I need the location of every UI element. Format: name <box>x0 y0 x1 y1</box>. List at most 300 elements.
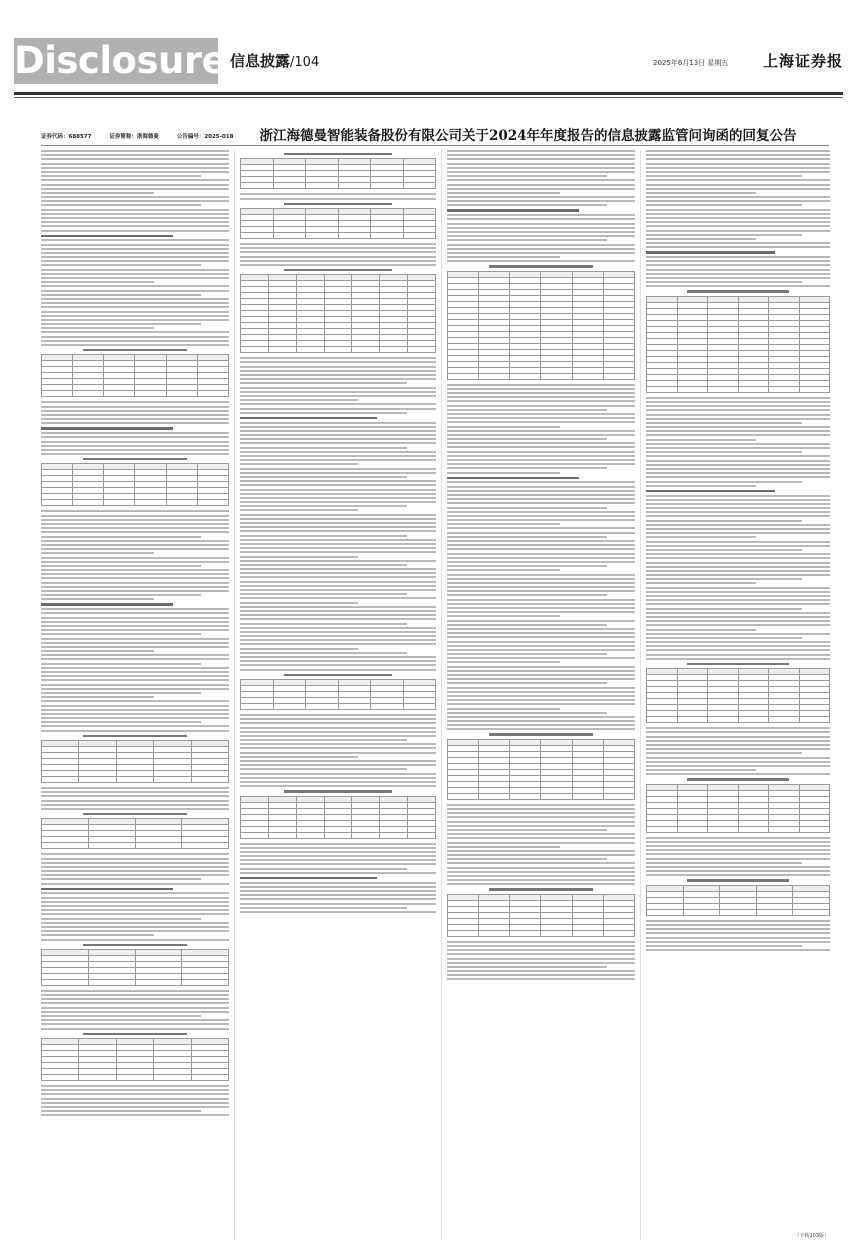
text-line <box>646 566 830 568</box>
table-cell <box>603 373 634 379</box>
text-line <box>240 639 436 641</box>
text-line <box>447 188 635 190</box>
text-line <box>646 649 830 651</box>
text-line <box>447 699 635 701</box>
table-caption <box>284 153 392 155</box>
text-line <box>646 841 830 843</box>
table-cell <box>799 826 830 832</box>
text-line <box>41 638 229 640</box>
text-line <box>646 765 830 767</box>
text-line <box>240 526 436 528</box>
table-cell <box>42 777 79 783</box>
text-line <box>240 378 436 380</box>
text-line <box>240 560 436 562</box>
text-line <box>41 196 229 198</box>
text-line <box>646 221 830 223</box>
text-line <box>646 409 830 411</box>
text-line <box>41 671 229 673</box>
table-cell <box>241 703 274 709</box>
text-line <box>447 438 607 440</box>
text-line <box>646 920 830 922</box>
stock-name: 证券简称：浙海德曼 <box>109 134 159 140</box>
text-line <box>646 928 830 930</box>
text-line <box>240 777 436 779</box>
text-line <box>41 930 229 932</box>
text-line <box>41 209 229 211</box>
column-divider <box>640 150 641 1240</box>
text-line <box>41 1110 201 1112</box>
text-line <box>447 430 635 432</box>
text-line <box>240 412 407 414</box>
text-line <box>646 570 830 572</box>
table-cell <box>306 232 339 238</box>
text-line <box>447 578 635 580</box>
table-cell <box>647 717 678 723</box>
table-cell <box>273 232 306 238</box>
text-line <box>240 391 436 393</box>
text-line <box>41 306 229 308</box>
text-line <box>447 875 635 877</box>
text-line <box>447 252 635 254</box>
text-line <box>447 184 635 186</box>
text-column-3 <box>447 150 635 1240</box>
text-line <box>447 256 560 258</box>
text-line <box>41 248 229 250</box>
text-line <box>41 878 201 880</box>
table-cell <box>135 500 166 506</box>
table-cell <box>572 930 603 936</box>
text-line <box>41 862 229 864</box>
text-line <box>646 587 830 589</box>
text-line <box>646 641 830 643</box>
data-table <box>41 740 229 783</box>
text-line <box>646 862 802 864</box>
table-cell <box>73 391 104 397</box>
table-cell <box>403 703 436 709</box>
text-line <box>41 515 229 517</box>
table-cell <box>182 843 229 849</box>
text-line <box>41 866 229 868</box>
text-line <box>41 642 229 644</box>
table-caption <box>284 203 392 205</box>
table-cell <box>135 391 166 397</box>
text-line <box>41 804 229 806</box>
text-line <box>240 631 436 633</box>
data-table <box>447 271 635 380</box>
text-line <box>646 468 830 470</box>
text-line <box>240 907 407 909</box>
text-line <box>447 691 635 693</box>
text-line <box>646 633 830 635</box>
text-line <box>41 730 229 732</box>
text-line <box>447 527 635 529</box>
text-line <box>240 760 436 762</box>
text-line <box>41 557 229 559</box>
text-line <box>646 752 802 754</box>
table-row <box>448 373 635 379</box>
text-line <box>646 549 802 551</box>
table-cell <box>479 930 510 936</box>
text-line <box>646 443 830 445</box>
text-line <box>240 426 436 428</box>
text-line <box>447 829 607 831</box>
table-cell <box>380 832 408 838</box>
table-cell <box>268 832 296 838</box>
table-cell <box>324 832 352 838</box>
text-line <box>240 556 358 558</box>
text-line <box>646 242 830 244</box>
text-line <box>240 247 436 249</box>
text-line <box>646 511 830 513</box>
data-table <box>240 274 436 353</box>
text-line <box>447 426 560 428</box>
text-line <box>240 785 436 787</box>
text-line <box>646 196 830 198</box>
table-row <box>42 391 229 397</box>
table-cell <box>191 777 228 783</box>
text-line <box>41 340 229 342</box>
text-line <box>646 949 830 951</box>
text-line <box>240 731 436 733</box>
text-line <box>447 720 635 722</box>
text-line <box>240 472 436 474</box>
text-line <box>41 725 229 727</box>
masthead <box>0 0 857 104</box>
text-line <box>447 417 635 419</box>
table-cell <box>647 826 678 832</box>
sub-heading <box>41 888 173 890</box>
table-cell <box>541 793 572 799</box>
table-cell <box>241 347 269 353</box>
text-line <box>240 664 436 666</box>
text-line <box>41 163 229 165</box>
text-line <box>240 493 436 495</box>
text-line <box>41 510 229 512</box>
table-cell <box>104 500 135 506</box>
text-line <box>240 868 407 870</box>
text-line <box>240 509 358 511</box>
text-line <box>646 422 802 424</box>
text-line <box>646 658 830 660</box>
text-line <box>240 463 358 465</box>
text-line <box>41 625 229 627</box>
text-line <box>646 620 830 622</box>
text-line <box>646 870 830 872</box>
text-line <box>41 692 201 694</box>
text-line <box>447 812 635 814</box>
text-line <box>447 674 635 676</box>
text-line <box>646 188 830 190</box>
text-line <box>41 901 229 903</box>
text-line <box>240 357 436 359</box>
table-row <box>241 832 436 838</box>
text-line <box>41 939 229 941</box>
text-line <box>646 645 830 647</box>
text-line <box>41 445 229 447</box>
table-cell <box>647 386 678 392</box>
text-line <box>240 606 436 608</box>
text-line <box>447 167 635 169</box>
text-line <box>646 264 830 266</box>
text-line <box>41 1002 229 1004</box>
text-line <box>646 175 802 177</box>
text-line <box>447 846 560 848</box>
text-line <box>646 485 756 487</box>
text-line <box>447 244 635 246</box>
text-line <box>240 581 436 583</box>
text-line <box>646 179 830 181</box>
text-line <box>646 401 830 403</box>
text-line <box>240 602 358 604</box>
page-number: /104 <box>290 55 320 70</box>
text-line <box>646 858 830 860</box>
text-line <box>646 439 756 441</box>
text-line <box>41 221 229 223</box>
text-line <box>447 392 635 394</box>
sub-heading <box>41 603 173 605</box>
text-line <box>240 743 436 745</box>
text-line <box>447 833 635 835</box>
text-line <box>646 281 802 283</box>
table-cell <box>306 703 339 709</box>
text-line <box>41 192 154 194</box>
data-table <box>41 818 229 849</box>
text-line <box>41 905 229 907</box>
text-line <box>240 843 436 845</box>
table-caption <box>284 269 392 271</box>
table-cell <box>479 793 510 799</box>
text-line <box>646 574 830 576</box>
text-line <box>646 285 830 287</box>
table-caption <box>687 663 788 665</box>
text-line <box>41 256 229 258</box>
text-line <box>447 179 635 181</box>
text-line <box>646 924 830 926</box>
text-line <box>447 231 635 233</box>
text-line <box>240 564 407 566</box>
text-line <box>447 712 607 714</box>
text-line <box>240 387 436 389</box>
text-line <box>41 633 201 635</box>
text-line <box>41 1085 229 1087</box>
text-line <box>240 859 436 861</box>
table-row <box>42 777 229 783</box>
text-line <box>447 974 635 976</box>
text-line <box>646 150 830 152</box>
text-line <box>240 408 436 410</box>
table-cell <box>352 832 380 838</box>
text-line <box>240 627 436 629</box>
text-line <box>41 410 229 412</box>
text-line <box>41 414 229 416</box>
text-line <box>447 636 635 638</box>
table-cell <box>306 183 339 189</box>
text-line <box>41 684 229 686</box>
text-line <box>41 590 229 592</box>
table-cell <box>154 1074 191 1080</box>
text-line <box>41 406 229 408</box>
table-cell <box>683 909 720 915</box>
text-line <box>646 941 830 943</box>
text-line <box>447 716 635 718</box>
table-row <box>241 347 436 353</box>
text-line <box>646 507 830 509</box>
text-line <box>240 260 436 262</box>
text-line <box>240 764 436 766</box>
text-line <box>646 937 830 939</box>
text-line <box>447 565 607 567</box>
table-cell <box>338 232 371 238</box>
text-line <box>41 298 229 300</box>
text-line <box>646 757 830 759</box>
text-line <box>41 577 229 579</box>
text-line <box>240 264 436 266</box>
text-line <box>646 495 830 497</box>
text-line <box>646 277 830 279</box>
text-line <box>41 531 229 533</box>
text-line <box>447 446 635 448</box>
text-line <box>447 632 635 634</box>
text-line <box>41 171 229 173</box>
text-line <box>41 717 229 719</box>
text-line <box>646 460 830 462</box>
text-line <box>447 966 607 968</box>
text-line <box>41 713 229 715</box>
table-cell <box>241 183 274 189</box>
text-line <box>447 536 607 538</box>
text-line <box>41 918 201 920</box>
table-cell <box>116 1074 153 1080</box>
text-line <box>41 926 229 928</box>
table-cell <box>88 843 135 849</box>
text-line <box>41 294 201 296</box>
text-line <box>447 561 635 563</box>
text-line <box>240 399 358 401</box>
text-line <box>240 768 407 770</box>
text-line <box>240 714 436 716</box>
text-line <box>240 872 436 874</box>
text-line <box>240 652 407 654</box>
text-line <box>41 1089 229 1091</box>
text-line <box>646 845 830 847</box>
text-line <box>240 480 436 482</box>
text-line <box>41 158 229 160</box>
text-line <box>240 382 407 384</box>
text-line <box>41 213 229 215</box>
text-line <box>240 781 436 783</box>
text-line <box>240 572 436 574</box>
text-line <box>646 595 830 597</box>
text-line <box>41 998 229 1000</box>
table-cell <box>42 391 73 397</box>
table-cell <box>42 500 73 506</box>
table-cell <box>197 391 228 397</box>
text-line <box>41 204 201 206</box>
text-line <box>646 545 830 547</box>
text-line <box>41 1102 229 1104</box>
text-line <box>240 243 436 245</box>
table-cell <box>166 500 197 506</box>
text-line <box>646 434 830 436</box>
text-line <box>447 204 607 206</box>
text-line <box>41 787 229 789</box>
table-cell <box>541 373 572 379</box>
text-line <box>646 464 830 466</box>
text-line <box>447 574 635 576</box>
text-line <box>447 641 635 643</box>
text-line <box>447 486 635 488</box>
table-caption <box>284 674 392 676</box>
table-cell <box>380 347 408 353</box>
text-line <box>240 898 436 900</box>
data-table <box>41 354 229 397</box>
sub-heading <box>646 490 775 492</box>
text-line <box>240 597 436 599</box>
data-table <box>41 949 229 986</box>
table-cell <box>799 386 830 392</box>
table-cell <box>352 347 380 353</box>
text-line <box>41 260 229 262</box>
text-line <box>41 892 229 894</box>
table-cell <box>116 777 153 783</box>
text-line <box>41 994 229 996</box>
table-caption <box>83 813 186 815</box>
table-cell <box>268 347 296 353</box>
text-line <box>447 481 635 483</box>
data-table <box>447 739 635 800</box>
column-divider <box>441 150 442 1240</box>
text-line <box>41 800 229 802</box>
text-line <box>41 874 229 876</box>
table-row <box>647 717 830 723</box>
text-line <box>447 670 635 672</box>
text-line <box>41 432 229 434</box>
text-line <box>240 855 436 857</box>
text-line <box>447 405 635 407</box>
text-line <box>240 514 436 516</box>
text-line <box>240 497 436 499</box>
text-line <box>240 438 436 440</box>
text-line <box>41 269 229 271</box>
text-line <box>646 163 830 165</box>
section-title <box>230 50 319 71</box>
text-line <box>240 643 436 645</box>
text-line <box>41 225 229 227</box>
text-line <box>646 932 830 934</box>
text-column-4 <box>646 150 830 1240</box>
data-table <box>41 1038 229 1081</box>
text-line <box>447 970 635 972</box>
text-line <box>240 374 436 376</box>
text-line <box>447 451 635 453</box>
text-line <box>447 879 635 881</box>
text-line <box>646 629 756 631</box>
text-line <box>646 213 830 215</box>
text-line <box>41 285 229 287</box>
table-cell <box>79 777 116 783</box>
table-cell <box>448 930 479 936</box>
text-column-1 <box>41 150 229 1240</box>
text-line <box>240 576 436 578</box>
text-line <box>447 553 635 555</box>
text-line <box>41 323 201 325</box>
table-cell <box>88 979 135 985</box>
table-cell <box>708 826 739 832</box>
table-cell <box>572 793 603 799</box>
text-line <box>240 256 436 258</box>
text-line <box>447 154 635 156</box>
text-line <box>240 894 436 896</box>
